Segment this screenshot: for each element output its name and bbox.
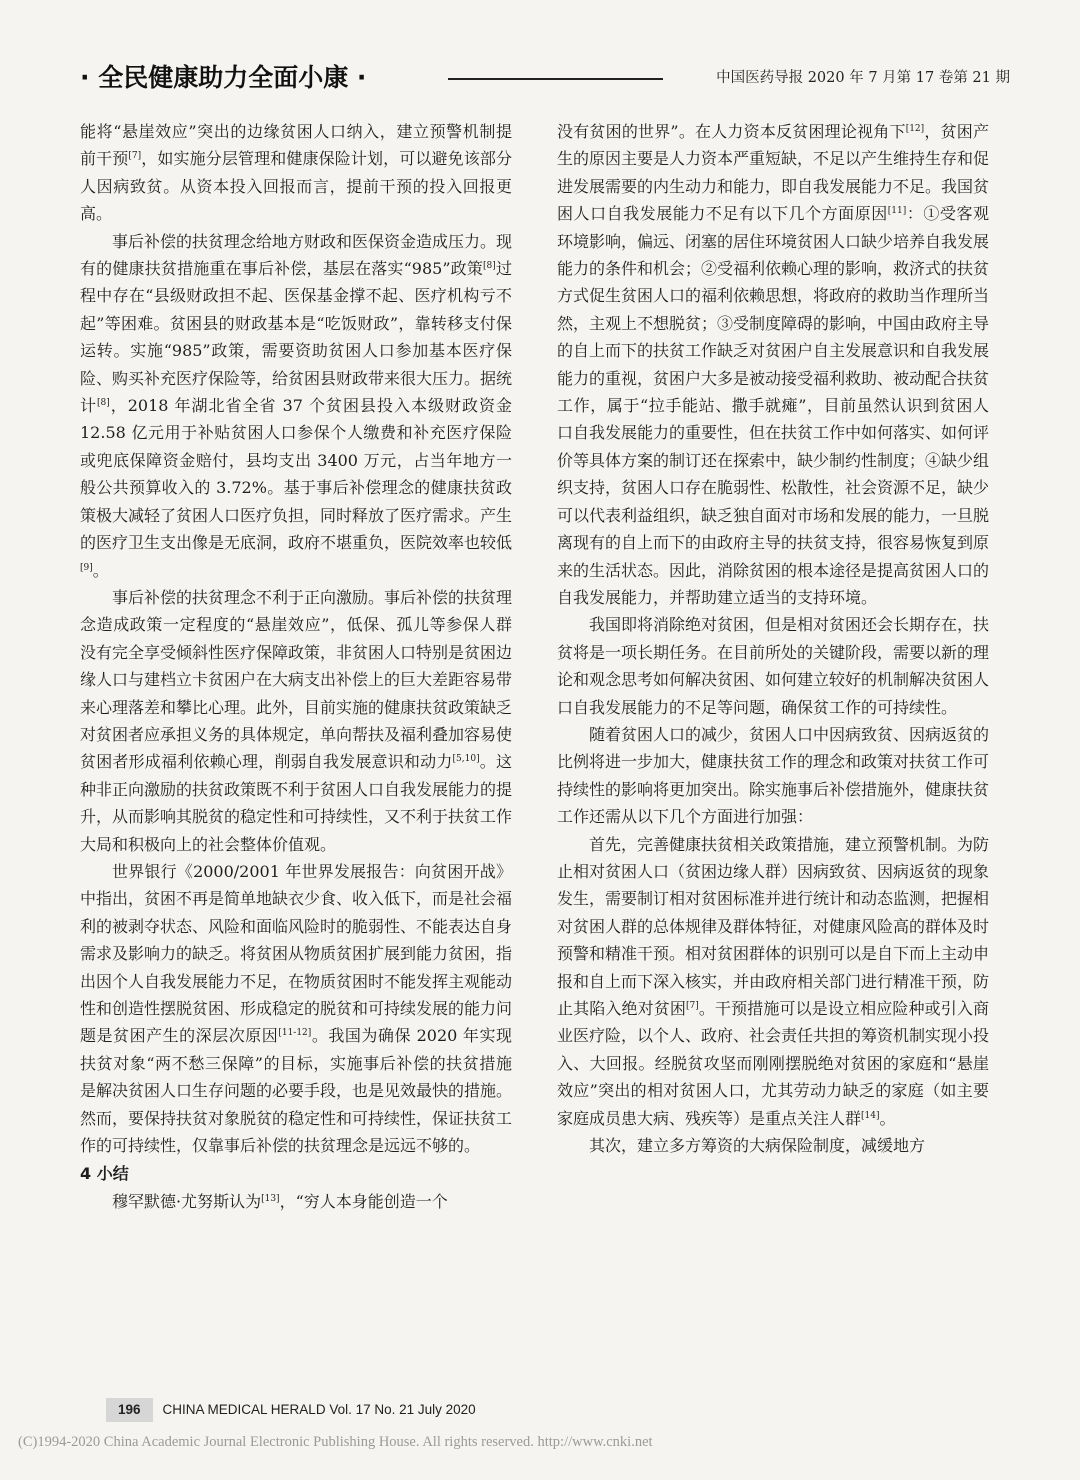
paragraph: 没有贫困的世界”。在人力资本反贫困理论视角下[12]，贫困产生的原因主要是人力资本严重短缺，不足以产生维持生存和促进发展需要的内生动力和能力，即自我发展能力不足。我国贫困人口自我发展能力不足有以下几个方面原因[11]：①受客观环境影响，偏远、闭塞的居住环境贫困人口缺少培养自我发展能力的条件和机会；②受福利依赖心理的影响，救济式的扶贫方式促生贫困人口的福利依赖思想，将政府的救助当作理所当然，主观上不想脱贫；③受制度障碍的影响，中国由政府主导的自上而下的扶贫工作缺乏对贫困户自主发展意识和自我发展能力的重视，贫困户大多是被动接受福利救助、被动配合扶贫工作，属于“拉手能站、撒手就瘫”，目前虽然认识到贫困人口自我发展能力的重要性，但在扶贫工作中如何落实、如何评价等具体方案的制订还在探索中，缺少制约性制度；④缺少组织支持，贫困人口存在脆弱性、松散性，社会资源不足，缺少可以代表利益组织，缺乏独自面对市场和发展的能力，一旦脱离现有的自上而下的由政府主导的扶贫支持，很容易恢复到原来的生活状态。因此，消除贫困的根本途径是提高贫困人口的自我发展能力，并帮助建立适当的支持环境。 — [557, 122, 990, 607]
right-column — [557, 118, 989, 1159]
citation[interactable]: [14] — [861, 1110, 880, 1121]
citation[interactable]: [7] — [128, 151, 142, 162]
paragraph: 能将“悬崖效应”突出的边缘贫困人口纳入，建立预警机制提前干预[7]，如实施分层管理和健康保险计划，可以避免该部分人因病致贫。从资本投入回报而言，提前干预的投入回报更高。 — [80, 122, 512, 224]
paragraph: 我国即将消除绝对贫困，但是相对贫困还会长期存在，扶贫将是一项长期任务。在目前所处的关键阶段，需要以新的理论和观念思考如何解决贫困、如何建立较好的机制解决贫困人口自我发展能力的不足等问题，确保贫工作的可持续性。 — [557, 615, 990, 717]
journal-info: 中国医药导报 2020 年 7 月第 17 卷第 21 期 — [716, 70, 1010, 86]
citation[interactable]: [8] — [483, 261, 496, 272]
section-title: · 全民健康助力全面小康 · — [80, 63, 367, 92]
copyright-notice: (C)1994-2020 China Academic Journal Electronic Publishing House. All rights reserved. http://www.cnki.net — [18, 1434, 653, 1450]
paragraph: 事后补偿的扶贫理念不利于正向激励。事后补偿的扶贫理念造成政策一定程度的“悬崖效应”，低保、孤儿等参保人群没有完全享受倾斜性医疗保障政策，非贫困人口特别是贫困边缘人口与建档立卡贫困户在大病支出补偿上的巨大差距容易带来心理落差和攀比心理。此外，目前实施的健康扶贫政策缺乏对贫困者应承担义务的具体规定，单向帮扶及福利叠加容易使贫困者形成福利依赖心理，削弱自我发展意识和动力[5,10]。这种非正向激励的扶贫政策既不利于贫困人口自我发展能力的提升，从而影响其脱贫的稳定性和可持续性，又不利于扶贫工作大局和积极向上的社会整体价值观。 — [80, 587, 513, 854]
paragraph: 其次，建立多方筹资的大病保险制度，减缓地方 — [589, 1136, 926, 1156]
citation[interactable]: [5,10] — [452, 754, 480, 765]
citation[interactable]: [7] — [686, 1001, 699, 1011]
page-footer — [106, 1398, 476, 1422]
page-header — [80, 56, 1010, 100]
paragraph: 事后补偿的扶贫理念给地方财政和医保资金造成压力。现有的健康扶贫措施重在事后补偿，基层在落实“985”政策[8]过程中存在“县级财政担不起、医保基金撑不起、医疗机构亏不起”等困难。贫困县的财政基本是“吃饭财政”，靠转移支付保运转。实施“985”政策，需要资助贫困人口参加基本医疗保险、购买补充医疗保险等，给贫困县财政带来很大压力。据统计[8]，2018 年湖北省全省 37 个贫困县投入本级财政资金 12.58 亿元用于补贴贫困人口参保个人缴费和补充医疗保险或兜底保障资金赔付，县均支出 3400 万元，占当年地方一般公共预算收入的 3.72%。基于事后补偿理念的健康扶贫政策极大减轻了贫困人口医疗负担，同时释放了医疗需求。产生的医疗卫生支出像是无底洞，政府不堪重负，医院效率也较低[9]。 — [80, 231, 513, 580]
citation[interactable]: [8] — [97, 398, 110, 409]
citation[interactable]: [11-12] — [278, 1028, 312, 1039]
paragraph: 首先，完善健康扶贫相关政策措施，建立预警机制。为防止相对贫困人口（贫困边缘人群）因病致贫、因病返贫的现象发生，需要制订相对贫困标准并进行统计和动态监测，把握相对贫困人群的总体规律及群体特征，对健康风险高的群体及时预警和精准干预。相对贫困群体的识别可以是自下而上主动申报和自上而下深入核实，并由政府相关部门进行精准干预，防止其陷入绝对贫困[7]。干预措施可以是设立相应险种或引入商业医疗险，以个人、政府、社会责任共担的筹资机制实现小投入、大回报。经脱贫攻坚而刚刚摆脱绝对贫困的家庭和“悬崖效应”突出的相对贫困人口，尤其劳动力缺乏的家庭（如主要家庭成员患大病、残疾等）是重点关注人群[14]。 — [557, 834, 990, 1128]
citation[interactable]: [12] — [905, 124, 925, 134]
header-rule — [448, 78, 663, 80]
section-heading: 4 小结 — [80, 1164, 129, 1184]
citation[interactable]: [9] — [80, 562, 93, 573]
left-column — [80, 118, 512, 1215]
paragraph: 世界银行《2000/2001 年世界发展报告：向贫困开战》中指出，贫困不再是简单地缺衣少食、收入低下，而是社会福利的被剥夺状态、风险和面临风险时的脆弱性、不能表达自身需求及影响力的缺乏。将贫困从物质贫困扩展到能力贫困，指出因个人自我发展能力不足，在物质贫困时不能发挥主观能动性和创造性摆脱贫困、形成稳定的脱贫和可持续发展的能力问题是贫困产生的深层次原因[11-12]。我国为确保 2020 年实现扶贫对象“两不愁三保障”的目标，实施事后补偿的扶贫措施是解决贫困人口生存问题的必要手段，也是见效最快的措施。然而，要保持扶贫对象脱贫的稳定性和可持续性，保证扶贫工作的可持续性，仅靠事后补偿的扶贫理念是远远不够的。 — [80, 861, 513, 1156]
page-number: 196 — [106, 1398, 153, 1422]
journal-citation-en: CHINA MEDICAL HERALD Vol. 17 No. 21 July 2020 — [162, 1402, 476, 1417]
citation[interactable]: [11] — [887, 206, 907, 217]
paragraph: 穆罕默德·尤努斯认为[13]，“穷人本身能创造一个 — [112, 1191, 448, 1211]
paragraph: 随着贫困人口的减少，贫困人口中因病致贫、因病返贫的比例将进一步加大，健康扶贫工作的理念和政策对扶贫工作可持续性的影响将更加突出。除实施事后补偿措施外，健康扶贫工作还需从以下几个方面进行加强： — [557, 724, 990, 827]
citation[interactable]: [13] — [261, 1193, 280, 1204]
